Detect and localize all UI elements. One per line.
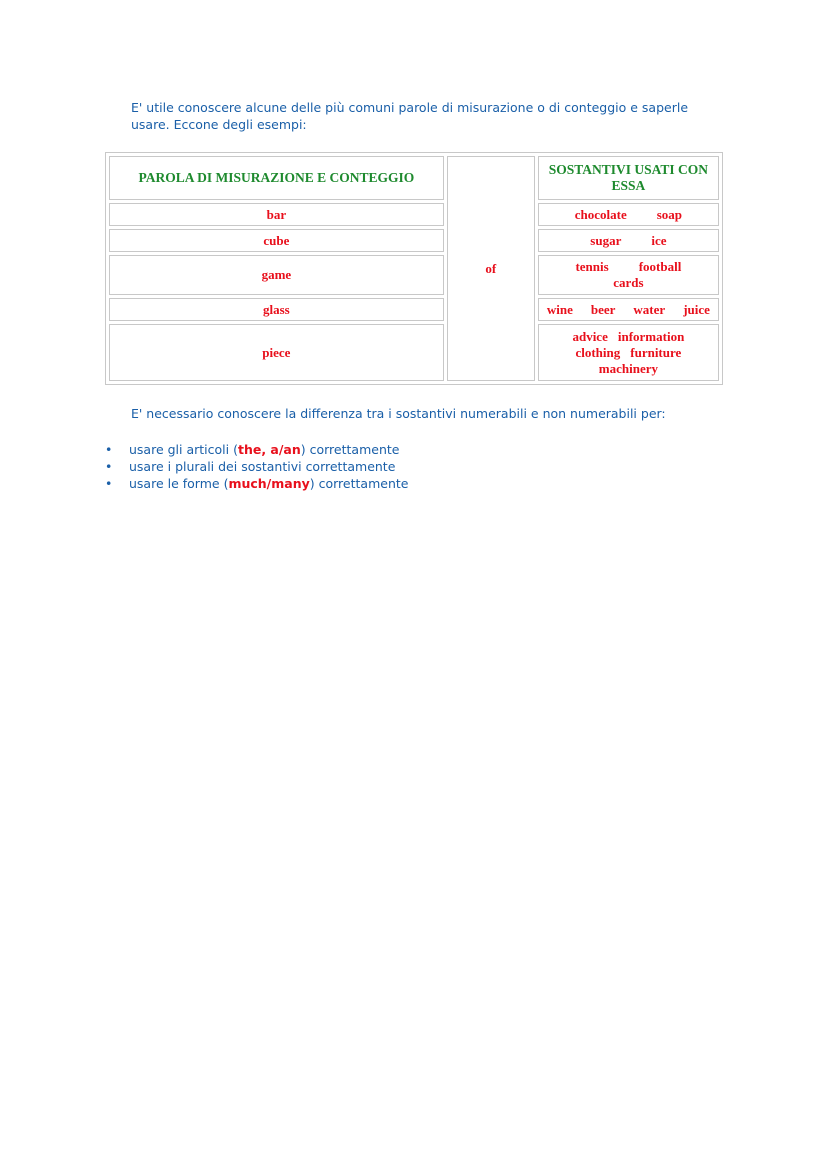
header-nouns: SOSTANTIVI USATI CON ESSA xyxy=(538,156,719,200)
connector-of: of xyxy=(447,156,535,381)
intro-line-2: usare. Eccone degli esempi: xyxy=(131,117,307,132)
nouns-glass xyxy=(538,298,719,321)
bullet-text: usare i plurali dei sostantivi correttamente xyxy=(129,459,396,474)
word-game: game xyxy=(109,255,444,295)
usage-list xyxy=(104,441,408,492)
noun-clothing: clothing xyxy=(575,344,621,360)
nouns-game xyxy=(538,255,719,295)
difference-paragraph: E' necessario conoscere la differenza tra i sostantivi numerabili e non numerabili per: xyxy=(131,406,666,421)
word-bar: bar xyxy=(109,203,444,226)
measure-words-table xyxy=(105,152,723,385)
noun-beer: beer xyxy=(590,301,616,317)
noun-furniture: furniture xyxy=(630,344,682,360)
bullet-text: usare gli articoli ( xyxy=(129,442,238,457)
noun-water: water xyxy=(633,301,666,317)
noun-information: information xyxy=(617,328,685,344)
intro-line-1: E' utile conoscere alcune delle più comuni parole di misurazione o di conteggio e saperle xyxy=(131,100,689,115)
word-glass: glass xyxy=(109,298,444,321)
noun-football: football xyxy=(638,259,682,275)
nouns-cube xyxy=(538,229,719,252)
noun-ice: ice xyxy=(651,232,667,248)
noun-machinery: machinery xyxy=(598,360,658,376)
noun-wine: wine xyxy=(546,301,573,317)
nouns-piece xyxy=(538,324,719,381)
nouns-bar xyxy=(538,203,719,226)
bullet-text: usare le forme ( xyxy=(129,476,229,491)
noun-advice: advice xyxy=(572,328,608,344)
bullet-text-end: ) correttamente xyxy=(300,442,400,457)
noun-sugar: sugar xyxy=(590,232,622,248)
highlight-much-many: much/many xyxy=(228,476,310,491)
intro-paragraph xyxy=(131,99,711,133)
list-item xyxy=(104,458,408,475)
word-piece: piece xyxy=(109,324,444,381)
list-item xyxy=(104,441,408,458)
header-measure-word: PAROLA DI MISURAZIONE E CONTEGGIO xyxy=(109,156,444,200)
list-item xyxy=(104,475,408,492)
noun-chocolate: chocolate xyxy=(574,206,627,222)
bullet-icon: • xyxy=(105,476,113,491)
bullet-text-end: ) correttamente xyxy=(309,476,409,491)
highlight-articles: the, a/an xyxy=(237,442,301,457)
word-cube: cube xyxy=(109,229,444,252)
bullet-icon: • xyxy=(105,442,113,457)
bullet-icon: • xyxy=(105,459,113,474)
noun-soap: soap xyxy=(656,206,683,222)
noun-cards: cards xyxy=(613,275,644,291)
noun-tennis: tennis xyxy=(575,259,609,275)
noun-juice: juice xyxy=(683,301,710,317)
